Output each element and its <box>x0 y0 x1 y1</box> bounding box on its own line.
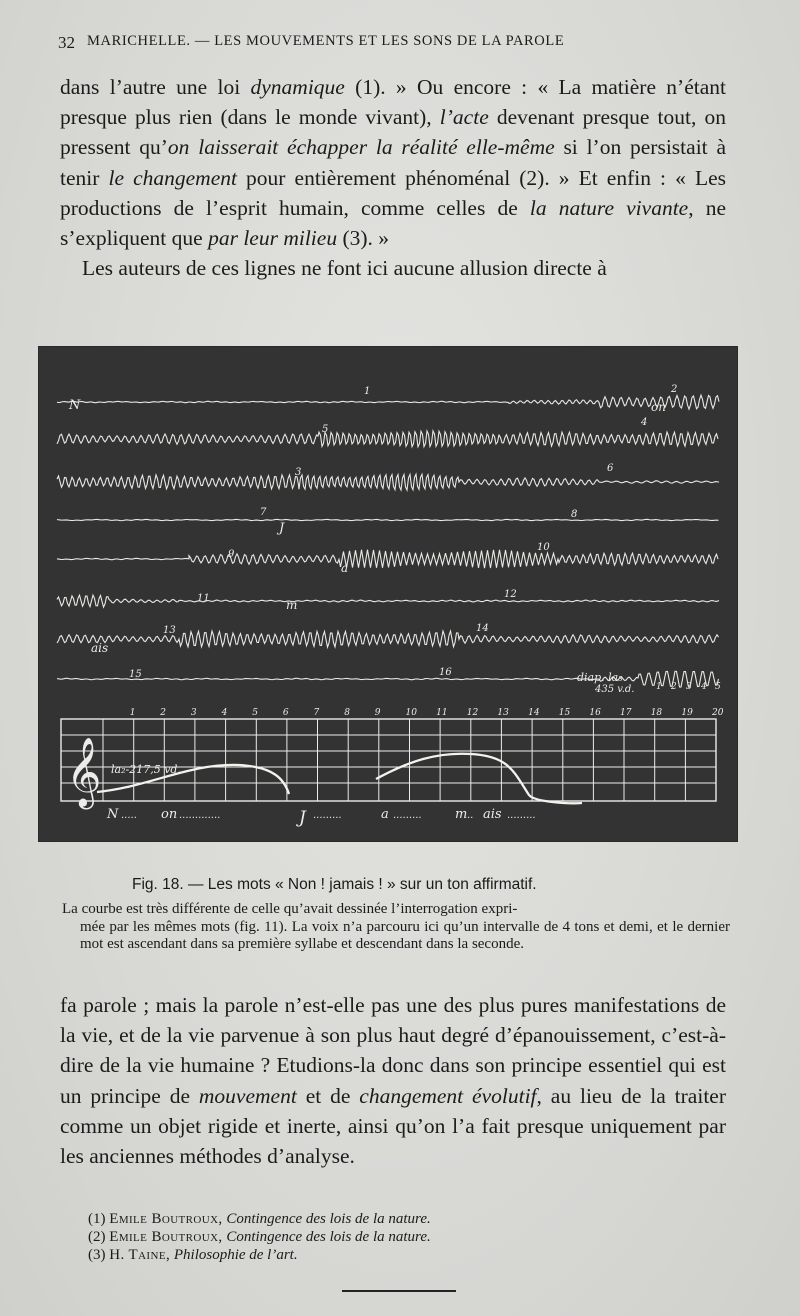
dotted-leader: ......... <box>313 810 342 821</box>
trace-label: 4 <box>641 417 648 428</box>
diapason-ticks <box>656 682 721 692</box>
staff-frame <box>61 719 716 801</box>
waveform-trace <box>57 431 718 447</box>
staff-syllable: ais <box>483 807 502 822</box>
staff-syllable: N <box>107 807 119 822</box>
waveform-trace <box>57 395 719 409</box>
staff-column-label: 20 <box>712 708 724 718</box>
pitch-staff <box>61 708 724 828</box>
trace-label: 7 <box>260 507 267 518</box>
staff-column-label: 15 <box>558 708 571 718</box>
staff-syllable: m <box>455 807 468 822</box>
footnote <box>88 1246 728 1264</box>
text-run: (1). » Ou encore : « La matière n’étant presque plus rien (dans le monde vivant), <box>60 75 726 130</box>
diapason-tick: 2 <box>671 682 677 692</box>
phonograph-traces <box>39 347 737 841</box>
syllable-label: a <box>341 561 349 575</box>
trace-labels <box>68 384 721 695</box>
staff-column-label: 19 <box>681 708 693 718</box>
dotted-leader: ......... <box>393 810 422 821</box>
text-run: , ne s’expliquent que <box>60 195 726 251</box>
footnote-mark: (3) <box>88 1247 106 1263</box>
staff-column-label: 5 <box>252 708 259 718</box>
footnote-title: Contingence des lois de la nature. <box>226 1229 431 1245</box>
staff-column-label: 1 <box>129 708 136 718</box>
diapason-tick: 1 <box>656 682 662 692</box>
footnote-title: Contingence des lois de la nature. <box>226 1211 431 1227</box>
syllable-label: J <box>279 521 285 536</box>
italic-run: la nature vivante <box>529 195 689 220</box>
staff-column-label: 4 <box>221 708 228 718</box>
text-run: si l’on persistait à tenir <box>60 135 726 190</box>
syllable-label: N <box>69 398 81 413</box>
staff-note-label: la₂-217,5 vd. <box>111 763 181 776</box>
figure-caption-title: Fig. 18. — Les mots « Non ! jamais ! » sur un ton affirmatif. <box>132 876 537 893</box>
staff-column-label: 13 <box>497 708 509 718</box>
text-run: (3). » <box>337 226 390 251</box>
dotted-leader: ............. <box>179 810 221 821</box>
italic-run: mouvement <box>198 1083 297 1108</box>
footnote-author: Emile Boutroux, <box>109 1229 223 1245</box>
text-run: pour entièrement phénoménal (2). » Et enfin : « Les productions de l’esprit humain, comme celles de <box>60 165 726 220</box>
trace-label: 6 <box>607 463 614 474</box>
trace-label: 3 <box>295 467 302 478</box>
staff-column-label: 6 <box>282 708 289 718</box>
footnote-author: H. Taine, <box>109 1247 171 1263</box>
dotted-leader: ..... <box>121 810 137 821</box>
waveform-trace <box>57 519 719 520</box>
text-run: , au lieu de la traiter comme un objet rigide et inerte, ainsi qu’on l’a fait presque uniquement par les anciennes méthodes d’analyse. <box>60 1083 726 1169</box>
trace-label: 2 <box>671 384 678 395</box>
footnote-mark: (2) <box>88 1229 106 1245</box>
top-paragraph <box>60 72 726 253</box>
figure-18-plate <box>39 347 737 841</box>
trace-label: 16 <box>439 667 452 678</box>
staff-column-label: 12 <box>466 708 479 718</box>
text-run: fa parole ; mais la parole n’est-elle pas une des plus pures manifestations de la vie, et de la vie parvenue à son plus haut degré d’épanouissement, c’est-à-dire de la vie humaine ? Etudions-la donc dans son principe essentiel qui est un principe de <box>60 993 726 1108</box>
diapason-tick: 3 <box>686 682 692 692</box>
italic-run: dynamique <box>250 75 345 99</box>
staff-column-label: 17 <box>620 708 632 718</box>
staff-syllables <box>106 807 536 828</box>
trace-label: 5 <box>322 424 329 435</box>
trace-label: 14 <box>476 623 489 634</box>
trace-label: 9 <box>228 549 235 560</box>
caption-rest: mée par les mêmes mots (fig. 11). La voix n’a parcouru ici qu’un intervalle de 4 tons et demi, et le dernier mot est ascendant dans sa première syllabe et descendant dans la seconde. <box>80 918 730 952</box>
staff-syllable: a <box>381 807 389 822</box>
footnote-author: Emile Boutroux, <box>109 1211 223 1227</box>
staff-column-label: 10 <box>405 708 417 718</box>
trace-label: 8 <box>571 509 578 520</box>
caption-first-line: La courbe est très différente de celle qu’avait dessinée l’interrogation expri- <box>62 901 518 917</box>
second-paragraph-start: Les auteurs de ces lignes ne font ici aucune allusion directe à <box>82 256 607 281</box>
footnotes <box>88 1210 728 1264</box>
trace-label: 15 <box>129 669 142 680</box>
text-run: dans l’autre une loi <box>60 75 251 99</box>
staff-column-labels <box>130 708 724 718</box>
italic-run: on laisserait échapper la réalité elle-même <box>167 135 555 160</box>
trace-label: 11 <box>197 593 210 604</box>
waveform-trace <box>57 550 718 568</box>
staff-column-label: 18 <box>650 708 663 718</box>
syllable-label: on <box>651 400 666 414</box>
italic-run: par leur milieu <box>208 226 338 251</box>
trace-label: 12 <box>504 589 517 600</box>
figure-caption-body <box>62 901 730 954</box>
dotted-leader: .. <box>467 810 474 821</box>
syllable-label: m <box>286 598 298 612</box>
footnote <box>88 1210 728 1228</box>
diapason-label: diap. la₃ <box>577 671 623 684</box>
staff-column-label: 3 <box>190 708 197 718</box>
bottom-paragraph <box>60 990 726 1171</box>
bottom-text-block <box>60 990 726 1171</box>
staff-column-label: 16 <box>589 708 601 718</box>
diapason-tick: 5 <box>715 682 721 692</box>
treble-clef-icon: 𝄞 <box>66 737 102 807</box>
footnote <box>88 1228 728 1246</box>
staff-column-label: 2 <box>160 708 167 718</box>
staff-column-label: 9 <box>374 708 381 718</box>
running-title: MARICHELLE. — LES MOUVEMENTS ET LES SONS DE LA PAROLE <box>87 33 565 49</box>
dotted-leader: ......... <box>507 810 536 821</box>
staff-syllable: on <box>161 807 178 822</box>
trace-label: 10 <box>537 542 550 553</box>
text-run: devenant presque tout, on pressent qu’ <box>60 105 726 160</box>
waveform-trace <box>57 631 719 647</box>
staff-column-label: 8 <box>344 708 350 718</box>
pitch-curve-jamais <box>376 754 582 804</box>
italic-run: changement évolutif <box>359 1083 537 1108</box>
staff-column-label: 14 <box>528 708 540 718</box>
staff-column-label: 7 <box>313 708 320 718</box>
trace-label: 1 <box>364 386 371 397</box>
end-rule <box>342 1290 456 1292</box>
staff-columns <box>103 719 716 801</box>
italic-run: le changement <box>108 165 237 190</box>
page-number: 32 <box>58 33 75 52</box>
footnote-title: Philosophie de l’art. <box>173 1247 298 1263</box>
italic-run: l’acte <box>439 105 489 130</box>
staff-column-label: 11 <box>436 708 448 718</box>
diapason-tick: 4 <box>701 682 707 692</box>
waveform-traces <box>57 395 719 687</box>
trace-label: 13 <box>163 625 176 636</box>
diapason-frequency: 435 v.d. <box>595 684 635 695</box>
text-run: et de <box>296 1083 360 1108</box>
staff-syllable: J <box>299 808 306 828</box>
top-text-block <box>60 72 726 283</box>
waveform-trace <box>57 595 719 607</box>
running-header <box>58 33 738 53</box>
waveform-trace <box>57 474 719 490</box>
footnote-mark: (1) <box>88 1211 106 1227</box>
syllable-label: ais <box>91 641 109 655</box>
